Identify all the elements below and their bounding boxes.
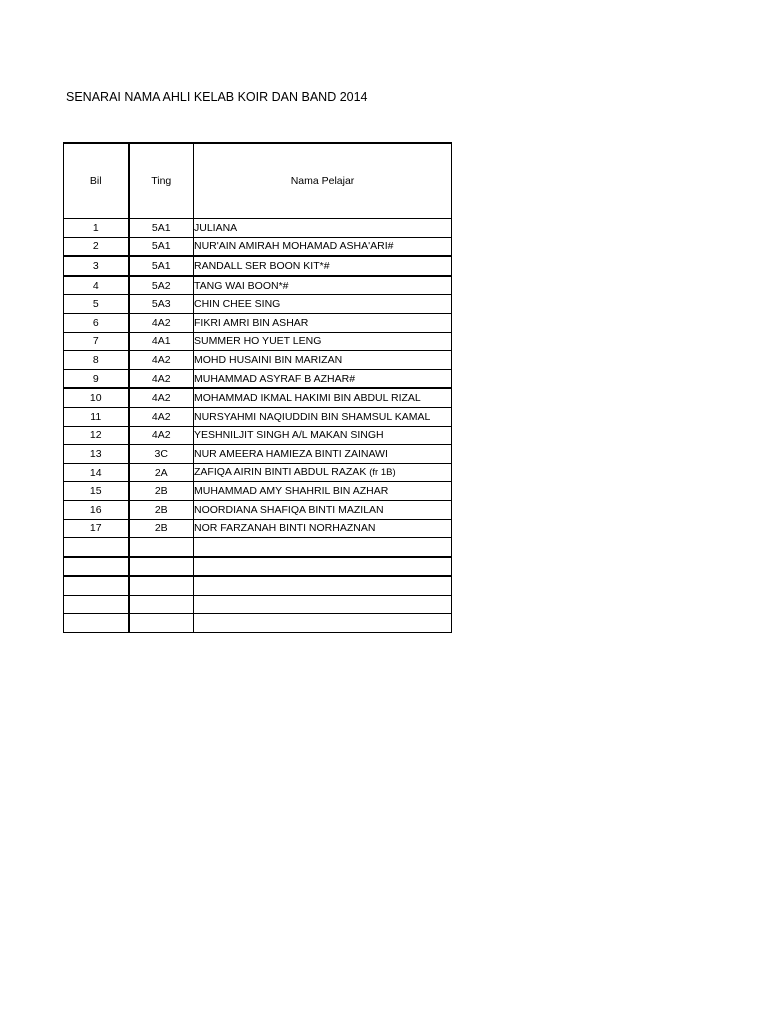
cell-bil: 4 (64, 276, 129, 295)
cell-ting (129, 595, 194, 614)
cell-ting: 3C (129, 445, 194, 464)
cell-nama: TANG WAI BOON*# (194, 276, 452, 295)
cell-bil (64, 614, 129, 633)
table-row (64, 482, 452, 501)
cell-nama: MUHAMMAD ASYRAF B AZHAR# (194, 369, 452, 388)
cell-bil: 15 (64, 482, 129, 501)
cell-ting: 2B (129, 500, 194, 519)
table-row (64, 276, 452, 295)
empty-row (64, 557, 452, 577)
cell-ting: 4A2 (129, 407, 194, 426)
cell-bil: 9 (64, 369, 129, 388)
cell-ting (129, 614, 194, 633)
cell-bil: 6 (64, 313, 129, 332)
table-row (64, 332, 452, 351)
cell-nama: FIKRI AMRI BIN ASHAR (194, 313, 452, 332)
header-row (64, 143, 452, 219)
cell-ting: 2A (129, 463, 194, 482)
cell-ting: 4A2 (129, 313, 194, 332)
table-row (64, 256, 452, 276)
table-row (64, 237, 452, 256)
cell-nama: NUR'AIN AMIRAH MOHAMAD ASHA'ARI# (194, 237, 452, 256)
cell-ting: 5A1 (129, 219, 194, 238)
cell-nama (194, 557, 452, 577)
cell-ting (129, 576, 194, 595)
table-row (64, 351, 452, 370)
header-bil: Bil (64, 143, 129, 219)
cell-ting: 4A2 (129, 369, 194, 388)
cell-ting: 5A1 (129, 256, 194, 276)
cell-bil: 3 (64, 256, 129, 276)
cell-bil: 13 (64, 445, 129, 464)
cell-nama: NOORDIANA SHAFIQA BINTI MAZILAN (194, 500, 452, 519)
cell-bil: 2 (64, 237, 129, 256)
cell-ting: 2B (129, 519, 194, 538)
cell-bil: 17 (64, 519, 129, 538)
cell-bil (64, 576, 129, 595)
cell-ting: 4A2 (129, 426, 194, 445)
transfer-note: (fr 1B) (369, 467, 396, 479)
cell-ting (129, 538, 194, 557)
cell-ting: 5A2 (129, 276, 194, 295)
cell-nama: NOR FARZANAH BINTI NORHAZNAN (194, 519, 452, 538)
cell-nama: MOHAMMAD IKMAL HAKIMI BIN ABDUL RIZAL (194, 388, 452, 407)
cell-bil (64, 595, 129, 614)
cell-bil: 8 (64, 351, 129, 370)
empty-row (64, 595, 452, 614)
cell-nama: NUR AMEERA HAMIEZA BINTI ZAINAWI (194, 445, 452, 464)
student-name: ZAFIQA AIRIN BINTI ABDUL RAZAK (194, 466, 367, 479)
header-nama: Nama Pelajar (194, 143, 452, 219)
table-row (64, 369, 452, 388)
table-row (64, 388, 452, 407)
cell-ting: 4A2 (129, 351, 194, 370)
table-row (64, 219, 452, 238)
cell-ting: 5A1 (129, 237, 194, 256)
cell-ting: 5A3 (129, 295, 194, 314)
cell-bil: 5 (64, 295, 129, 314)
cell-bil: 11 (64, 407, 129, 426)
table-row (64, 500, 452, 519)
empty-row (64, 576, 452, 595)
table-row (64, 407, 452, 426)
cell-nama: MUHAMMAD AMY SHAHRIL BIN AZHAR (194, 482, 452, 501)
cell-bil: 1 (64, 219, 129, 238)
cell-bil (64, 557, 129, 577)
cell-nama: NURSYAHMI NAQIUDDIN BIN SHAMSUL KAMAL (194, 407, 452, 426)
empty-row (64, 614, 452, 633)
cell-nama (194, 538, 452, 557)
cell-nama (194, 463, 452, 482)
cell-nama (194, 576, 452, 595)
cell-nama: JULIANA (194, 219, 452, 238)
cell-nama (194, 614, 452, 633)
cell-nama: YESHNILJIT SINGH A/L MAKAN SINGH (194, 426, 452, 445)
table-row (64, 313, 452, 332)
cell-nama: CHIN CHEE SING (194, 295, 452, 314)
cell-bil: 16 (64, 500, 129, 519)
cell-bil: 10 (64, 388, 129, 407)
empty-row (64, 538, 452, 557)
cell-ting (129, 557, 194, 577)
table-row (64, 463, 452, 482)
table-row (64, 295, 452, 314)
page-title: SENARAI NAMA AHLI KELAB KOIR DAN BAND 2014 (66, 90, 368, 104)
table-row (64, 426, 452, 445)
cell-bil (64, 538, 129, 557)
cell-bil: 7 (64, 332, 129, 351)
cell-nama: RANDALL SER BOON KIT*# (194, 256, 452, 276)
cell-nama (194, 595, 452, 614)
cell-bil: 12 (64, 426, 129, 445)
cell-ting: 4A1 (129, 332, 194, 351)
cell-bil: 14 (64, 463, 129, 482)
header-ting: Ting (129, 143, 194, 219)
table-row (64, 519, 452, 538)
table-row (64, 445, 452, 464)
cell-ting: 4A2 (129, 388, 194, 407)
cell-nama: MOHD HUSAINI BIN MARIZAN (194, 351, 452, 370)
cell-nama: SUMMER HO YUET LENG (194, 332, 452, 351)
member-table (63, 142, 452, 633)
cell-ting: 2B (129, 482, 194, 501)
